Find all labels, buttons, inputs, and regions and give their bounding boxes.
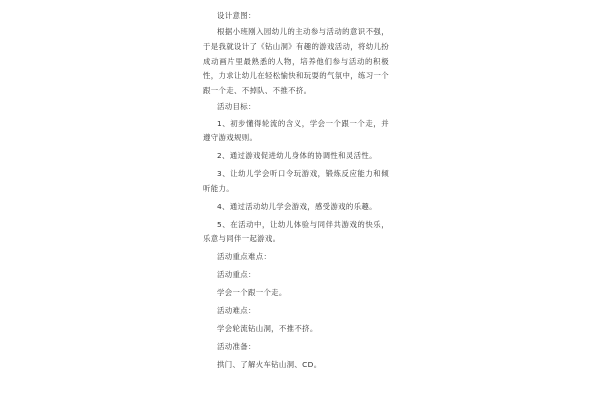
key-difficult-heading: 活动重点难点： bbox=[217, 252, 272, 262]
preparation-heading: 活动准备： bbox=[217, 342, 256, 352]
key-point-text: 学会一个跟一个走。 bbox=[217, 288, 287, 298]
design-intent-heading: 设计意图： bbox=[217, 11, 256, 20]
goal-item-2: 2、通过游戏促进幼儿身体的协调性和灵活性。 bbox=[217, 151, 377, 161]
goal-item-1: 1、初步懂得轮流的含义，学会一个跟一个走，并遵守游戏规则。 bbox=[203, 118, 389, 143]
goal-item-4: 4、通过活动幼儿学会游戏，感受游戏的乐趣。 bbox=[217, 201, 377, 211]
key-point-heading: 活动重点： bbox=[217, 270, 256, 280]
goal-item-5: 5、在活动中，让幼儿体验与同伴共游戏的快乐，乐意与同伴一起游戏。 bbox=[203, 219, 389, 244]
difficult-point-heading: 活动难点： bbox=[217, 306, 256, 316]
goal-item-3: 3、让幼儿学会听口令玩游戏，锻炼反应能力和倾听能力。 bbox=[203, 169, 389, 193]
design-intent-paragraph: 根据小班刚入园幼儿的主动参与活动的意识不强，于是我就设计了《钻山洞》有趣的游戏活动，将幼儿扮成动画片里最熟悉的人物，培养他们参与活动的积极性，力求让幼儿在轻松愉快和玩耍的气氛中，练习一个跟一个走、不掉队、不推不挤。 bbox=[203, 27, 389, 95]
document-body bbox=[203, 9, 389, 373]
difficult-point-text: 学会轮流钻山洞，不推不挤。 bbox=[217, 324, 318, 334]
goals-heading: 活动目标： bbox=[217, 102, 256, 112]
preparation-text: 拱门、了解火车钻山洞、CD。 bbox=[217, 360, 322, 370]
